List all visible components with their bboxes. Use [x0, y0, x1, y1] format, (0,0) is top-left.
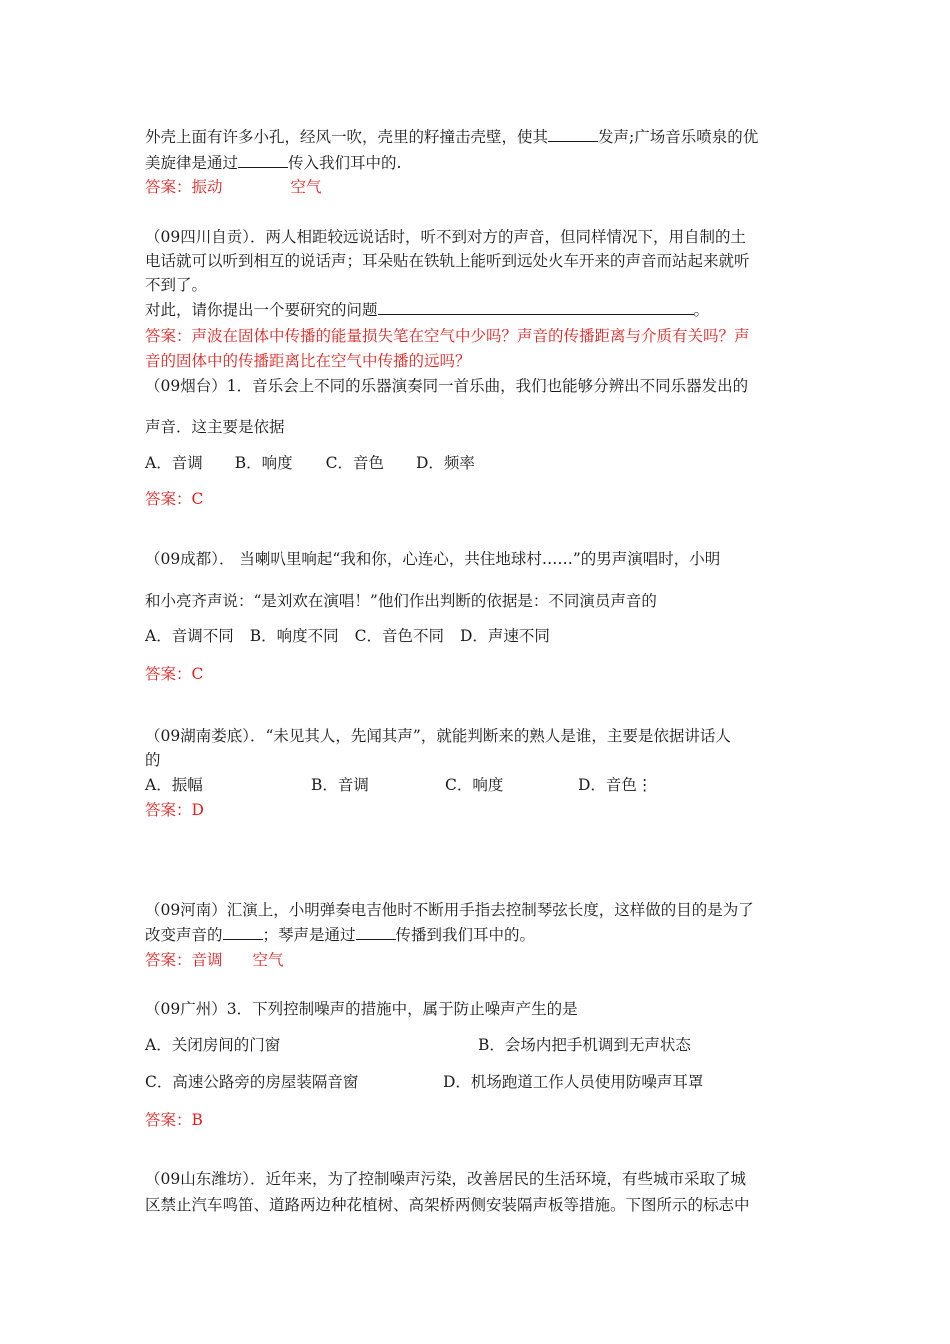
q3-line1: （09烟台）1．音乐会上不同的乐器演奏同一首乐曲，我们也能够分辨出不同乐器发出的: [145, 377, 749, 395]
option-b: B．会场内把手机调到无声状态: [478, 1036, 691, 1054]
q3-options: [145, 451, 475, 475]
option-d: D．声速不同: [459, 627, 550, 645]
q7-answer: 答案：B: [145, 1111, 203, 1129]
q4-line1: （09成都）． 当喇叭里响起“我和你，心连心，共住地球村……”的男声演唱时，小明: [145, 550, 721, 568]
q1-line2: 美旋律是通过 传入我们耳中的.: [145, 151, 401, 175]
q6-line2: 改变声音的 ；琴声是通过 传播到我们耳中的。: [145, 923, 535, 947]
q6-line1: （09河南）汇演上，小明弹奏电吉他时不断用手指去控制琴弦长度，这样做的目的是为了: [145, 901, 754, 919]
fill-blank: [378, 298, 694, 315]
q2-line4: 对此，请你提出一个要研究的问题 。: [145, 298, 709, 322]
q8-line1: （09山东潍坊）．近年来，为了控制噪声污染，改善居民的生活环境，有些城市采取了城: [145, 1170, 746, 1188]
q4-options: [145, 624, 550, 648]
q5-answer: 答案：D: [145, 801, 204, 819]
option-a: A．关闭房间的门窗: [145, 1036, 281, 1054]
option-b: B．响度: [234, 454, 293, 472]
fill-blank: [223, 923, 263, 940]
q2-answer-line1: 答案：声波在固体中传播的能量损失笔在空气中少吗？声音的传播距离与介质有关吗？声: [145, 327, 750, 345]
fill-blank: [356, 923, 396, 940]
fill-blank: [548, 125, 598, 142]
q8-line2: 区禁止汽车鸣笛、道路两边种花植树、高架桥两侧安装隔声板等措施。下图所示的标志中: [145, 1196, 750, 1214]
q6-answer: 答案：音调 空气: [145, 951, 284, 969]
option-b: B．音调: [311, 776, 369, 794]
q3-line2: 声音．这主要是依据: [145, 418, 285, 436]
fill-blank: [238, 151, 288, 168]
q5-line2: 的: [145, 751, 161, 769]
q1-line1: 外壳上面有许多小孔，经风一吹，壳里的籽撞击壳壁，使其 发声;广场音乐喷泉的优: [145, 125, 758, 149]
q5-line1: （09湖南娄底）．“未见其人，先闻其声”，就能判断来的熟人是谁，主要是依据讲话人: [145, 727, 731, 745]
q7-line1: （09广州）3．下列控制噪声的措施中，属于防止噪声产生的是: [145, 1000, 578, 1018]
q2-line2: 电话就可以听到相互的说话声；耳朵贴在铁轨上能听到远处火车开来的声音而站起来就听: [145, 252, 750, 270]
q1-answer: 答案：振动 空气: [145, 178, 322, 196]
option-c: C．响度: [445, 776, 504, 794]
option-d: D．机场跑道工作人员使用防噪声耳罩: [443, 1073, 704, 1091]
option-d: D．频率: [415, 454, 475, 472]
q2-line1: （09四川自贡）．两人相距较远说话时，听不到对方的声音，但同样情况下，用自制的土: [145, 228, 746, 246]
option-c: C．音色不同: [354, 627, 444, 645]
option-a: A．音调: [145, 454, 203, 472]
option-c: C．高速公路旁的房屋装隔音窗: [145, 1073, 359, 1091]
option-a: A．音调不同: [145, 627, 234, 645]
q4-answer: 答案：C: [145, 665, 204, 683]
option-a: A．振幅: [145, 776, 203, 794]
option-b: B．响度不同: [249, 627, 339, 645]
q2-answer-line2: 音的固体中的传播距离比在空气中传播的远吗？: [145, 352, 471, 370]
option-c: C．音色: [325, 454, 384, 472]
q3-answer: 答案：C: [145, 490, 204, 508]
q4-line2: 和小亮齐声说：“是刘欢在演唱！”他们作出判断的依据是：不同演员声音的: [145, 592, 657, 610]
q2-line3: 不到了。: [145, 276, 208, 294]
option-d: D．音色⋮: [578, 776, 653, 794]
